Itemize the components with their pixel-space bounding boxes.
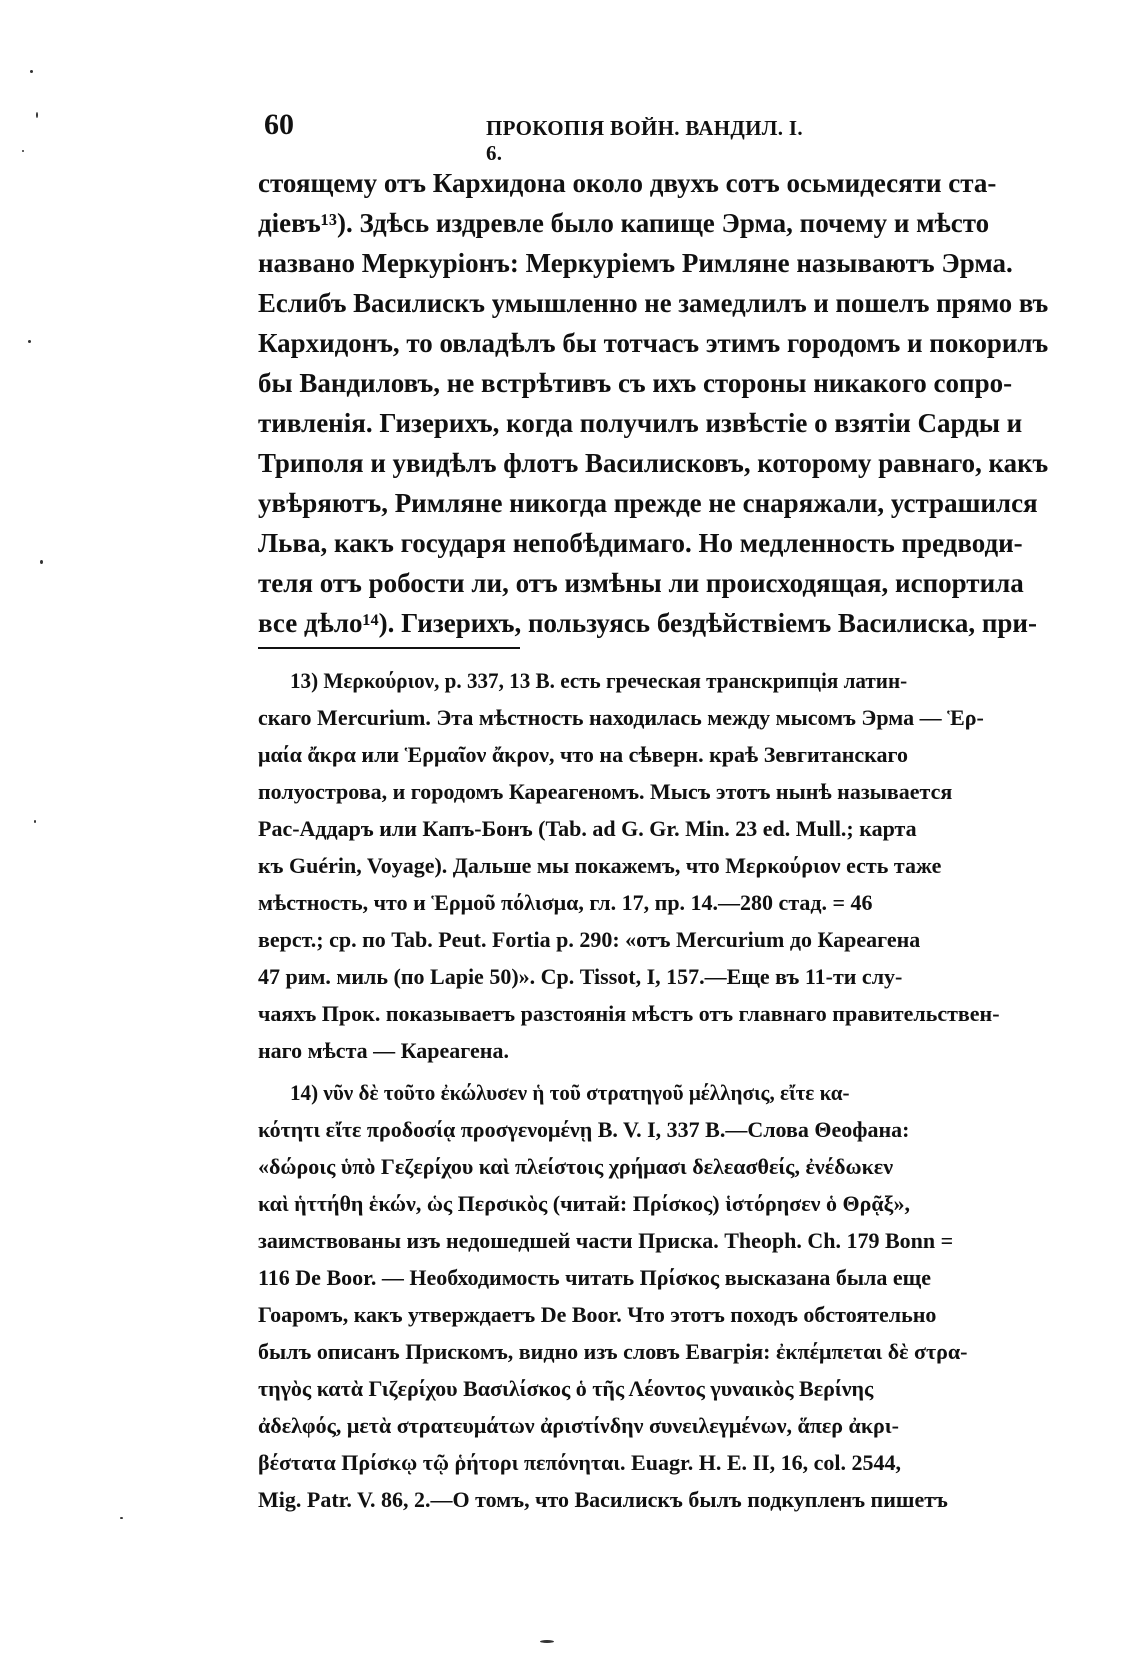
scan-speck (36, 112, 38, 118)
body-line: бы Вандиловъ, не встрѣтивъ съ ихъ стороны никакого сопро- (258, 368, 1013, 398)
footnote-line: καὶ ἡττήθη ἑκών, ὡς Περσικὸς (читай: Πρίσκος) ἱστόρησεν ὁ Θρᾷξ», (258, 1191, 910, 1216)
body-line: названо Меркуріонъ: Меркуріемъ Римляне называютъ Эрма. (258, 248, 1013, 278)
footnote-line: βέστατα Πρίσκῳ τῷ ῥήτορι πεπόνηται. Euagr. H. E. II, 16, col. 2544, (258, 1450, 901, 1475)
footnote-line: верст.; ср. по Tab. Peut. Fortia p. 290: «отъ Mercurium до Кареагена (258, 927, 921, 952)
scan-speck (120, 1517, 123, 1519)
footnote-line: заимствованы изъ недошедшей части Приска. Theoph. Ch. 179 Bonn = (258, 1228, 954, 1253)
footnote-line: къ Guérin, Voyage). Дальше мы покажемъ, что Μερκούριον есть таже (258, 853, 942, 878)
page-number: 60 (264, 108, 294, 141)
footnote-line: 14) νῦν δὲ τοῦτο ἐκώλυσεν ἡ τοῦ στρατηγοῦ μέλλησις, εἴτε κα- (290, 1080, 850, 1105)
running-title: ПРОКОПІЯ ВОЙН. ВАНДИЛ. I. 6. (486, 116, 803, 165)
footnote-line: 47 рим. миль (по Lapie 50)». Ср. Tissot, I, 157.—Еще въ 11-ти слу- (258, 964, 903, 989)
footnote-rule (258, 647, 520, 649)
body-line: Триполя и увидѣлъ флотъ Василисковъ, которому равнаго, какъ (258, 448, 1049, 478)
footnote-line: скаго Mercurium. Эта мѣстность находилась между мысомъ Эрма — Ἑρ- (258, 705, 984, 730)
footnote-line: полуострова, и городомъ Кареагеномъ. Мысъ этотъ нынѣ называется (258, 779, 953, 804)
body-line: увѣряютъ, Римляне никогда прежде не снаряжали, устрашился (258, 488, 1038, 518)
body-line: діевъ¹³). Здѣсь издревле было капище Эрма, почему и мѣсто (258, 208, 990, 238)
footnote-line: κότητι εἴτε προδοσίᾳ προσγενομένῃ B. V. I, 337 B.—Слова Θеофана: (258, 1117, 910, 1142)
body-line: тивленія. Гизерихъ, когда получилъ извѣстіе о взятіи Сарды и (258, 408, 1023, 438)
scan-speck (28, 340, 31, 343)
body-line: все дѣло¹⁴). Гизерихъ, пользуясь бездѣйствіемъ Василиска, при- (258, 608, 1037, 638)
scan-speck (30, 70, 33, 73)
footnote-line: «δώροις ὑπὸ Γεζερίχου καὶ πλείστοις χρήμασι δελεασθείς, ἐνέδωκεν (258, 1154, 894, 1179)
footnote-line: наго мѣста — Кареагена. (258, 1038, 509, 1063)
footnote-line: 116 De Boor. — Необходимость читать Πρίσκος высказана была еще (258, 1265, 931, 1290)
footnote-line: τηγὸς κατὰ Γιζερίχου Βασιλίσκος ὁ τῆς Λέοντος γυναικὸς Βερίνης (258, 1376, 874, 1401)
footnote-line: Рас-Аддаръ или Капъ-Бонъ (Tab. ad G. Gr. Min. 23 ed. Mull.; карта (258, 816, 917, 841)
footnote-line: чаяхъ Прок. показываетъ разстоянія мѣстъ отъ главнаго правительствен- (258, 1001, 1000, 1026)
footnote-line: 13) Μερκούριον, p. 337, 13 B. есть греческая транскрипція латин- (290, 668, 908, 693)
footnote-line: ἀδελφός, μετὰ στρατευμάτων ἀριστίνδην συνειλεγμένων, ἅπερ ἀκρι- (258, 1413, 899, 1438)
footnote-line: мѣстность, что и Ἑρμοῦ πόλισμα, гл. 17, пр. 14.—280 стад. = 46 (258, 890, 873, 915)
scan-speck (540, 1640, 554, 1643)
body-line: Льва, какъ государя непобѣдимаго. Но медленность предводи- (258, 528, 1023, 558)
body-line: Кархидонъ, то овладѣлъ бы тотчасъ этимъ городомъ и покорилъ (258, 328, 1049, 358)
scan-speck (40, 560, 43, 564)
footnote-line: Mig. Patr. V. 86, 2.—О томъ, что Василискъ былъ подкупленъ пишетъ (258, 1487, 948, 1512)
body-line: теля отъ робости ли, отъ измѣны ли происходящая, испортила (258, 568, 1024, 598)
footnote-line: былъ описанъ Прискомъ, видно изъ словъ Евагрія: ἐκπέμπεται δὲ στρα- (258, 1339, 968, 1364)
body-line: стоящему отъ Кархидона около двухъ сотъ осьмидесяти ста- (258, 168, 997, 198)
footnote-line: Гоаромъ, какъ утверждаетъ De Boor. Что этотъ походъ обстоятельно (258, 1302, 937, 1327)
scan-speck (34, 820, 36, 823)
footnote-line: μαία ἄκρα или Ἑρμαῖον ἄκρον, что на сѣверн. краѣ Зевгитанскаго (258, 742, 908, 767)
scan-speck (22, 150, 24, 152)
body-line: Еслибъ Василискъ умышленно не замедлилъ и пошелъ прямо въ (258, 288, 1049, 318)
page-header (264, 108, 824, 165)
